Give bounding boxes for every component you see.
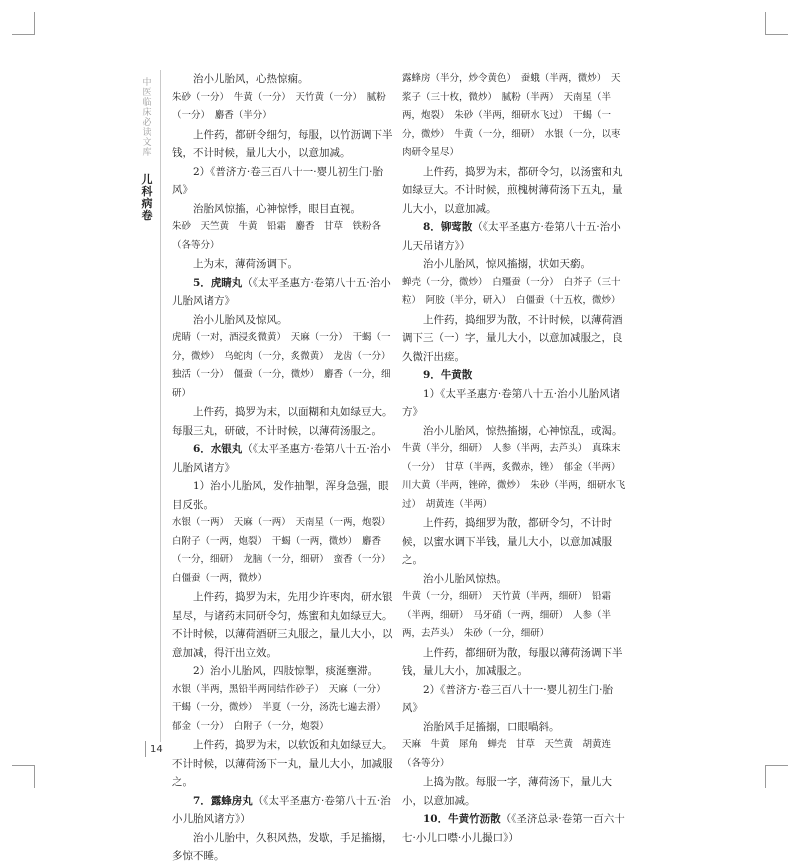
ingredient-list: 牛黄（半分，细研） 人参（半两，去芦头） 真珠末（一分） 甘草（半两，炙微赤，锉） 郁金（半两） 川大黄（半两，锉碎，微炒） 朱砂（半两，细研水飞过） 胡黄连（半两）: [402, 443, 626, 510]
paragraph: 治小儿胎风，惊风搐搦，状如天瘹。: [423, 258, 591, 270]
formula-number: 5．: [193, 276, 211, 289]
crop-mark-bottom-left: [12, 765, 35, 788]
paragraph: 上件药，捣罗为末，以面糊和丸如绿豆大。每服三丸，研破，不计时候，以薄荷汤服之。: [172, 406, 393, 437]
right-column: [402, 70, 626, 847]
formula-source: （《太平圣惠方·卷第八十五·治小儿胎风诸方》）: [172, 794, 391, 825]
formula-name: 虎睛丸: [210, 276, 243, 289]
ingredient-list: 蝉壳（一分，微炒） 白殭蚕（一分） 白芥子（三十粒） 阿胶（半分，研入） 白僵蚕（十五枚，微炒）: [402, 276, 621, 306]
crop-mark-bottom-right: [765, 765, 788, 788]
paragraph: 上件药，捣罗为末，先用少许枣肉，研水银星尽，与诸药末同研令匀，炼蜜和丸如绿豆大。不计时候，以薄荷酒研三丸服之，量儿大小，以意加减，得汗出立效。: [172, 591, 393, 659]
paragraph: 1）治小儿胎风，发作抽掣，浑身急强，眼目反张。: [172, 480, 389, 511]
ingredient-list: 虎睛（一对，酒浸炙微黄） 天麻（一分） 干蝎（一分，微炒） 乌蛇肉（一分，炙微黄） 龙齿（一分） 独活（一分） 僵蚕（一分，微炒） 麝香（一分，细研）: [172, 332, 396, 399]
paragraph: 2）《普济方·卷三百八十一·婴儿初生门·胎风》: [402, 683, 613, 714]
paragraph: 上件药，都研令细匀，每服，以竹沥调下半钱，不计时候，量儿大小，以意加减。: [172, 128, 393, 159]
paragraph: 治小儿胎风及惊风。: [193, 313, 288, 326]
paragraph: 2）治小儿胎风，四肢惊掣，痰涎壅滞。: [193, 665, 379, 677]
formula-number: 8．: [423, 221, 441, 233]
crop-mark-top-right: [765, 12, 788, 35]
paragraph: 治小儿胎风惊热。: [423, 572, 507, 585]
ingredient-list: 朱砂 天竺黄 牛黄 铅霜 麝香 甘草 铁粉各（各等分）: [172, 221, 382, 251]
series-title: 中医临床必读文库: [142, 78, 152, 158]
paragraph: 上件药，捣罗为末，以软饭和丸如绿豆大。不计时候，以薄荷汤下一丸，量儿大小，加减服之。: [172, 739, 393, 788]
formula-source: （《太平圣惠方·卷第八十五·治小儿胎风诸方》: [172, 443, 391, 474]
paragraph: 治小儿胎风，心热惊痫。: [193, 73, 309, 85]
formula-source: （《圣济总录·卷第一百六十七·小儿口噤·小儿撮口》）: [402, 813, 625, 844]
formula-number: 10．: [423, 813, 449, 825]
crop-mark-top-left: [12, 12, 35, 35]
paragraph: 上捣为散。每服一字，薄荷汤下，量儿大小，以意加减。: [402, 776, 612, 807]
left-column: [172, 70, 396, 866]
paragraph: 治胎风手足搐搦，口眼喎斜。: [423, 720, 560, 733]
formula-name: 牛黄竹沥散: [448, 813, 501, 825]
page-number: 14: [150, 744, 163, 755]
formula-heading: [402, 366, 626, 385]
formula-heading: [402, 218, 626, 255]
paragraph: 治小儿胎风，惊热搐搦，心神惊乱，或渴。: [423, 424, 623, 437]
formula-heading: [172, 440, 396, 477]
formula-number: 7．: [193, 794, 211, 807]
paragraph: 上件药，都细研为散，每服以薄荷汤调下半钱，量儿大小，加减服之。: [402, 646, 623, 677]
paragraph: 治胎风惊搐，心神惊悸，眼目直视。: [193, 202, 361, 215]
ingredient-list: 天麻 牛黄 犀角 蝉壳 甘草 天竺黄 胡黄连（各等分）: [402, 739, 612, 769]
ingredient-list: 朱砂（一分） 牛黄（一分） 天竹黄（一分） 腻粉（一分） 麝香（半分）: [172, 91, 386, 121]
ingredient-list: 水银（一两） 天麻（一两） 天南星（一两，炮裂） 白附子（一两，炮裂） 干蝎（一两，微炒） 麝香（一分，细研） 龙脑（一分，细研） 蛮香（一分） 白僵蚕（一两，微炒）: [172, 517, 396, 584]
paragraph: 上件药，捣罗为末，都研令匀，以汤蜜和丸如绿豆大。不计时候，煎槐树薄荷汤下五丸，量儿大小，以意加减。: [402, 165, 623, 215]
folio-rule: [145, 741, 146, 757]
paragraph: 上件药，捣细罗为散，都研令匀，不计时候，以蜜水调下半钱，量儿大小，以意加减服之。: [402, 517, 612, 566]
ingredient-list: 露蜂房（半分，炒令黄色） 蚕蛾（半两，微炒） 天浆子（三十枚，微炒） 腻粉（半两） 天南星（半两，炮裂） 朱砂（半两，细研水飞过） 干蝎（一分，微炒） 牛黄（一分，细研） 水银（一分，以枣肉研令星尽）: [402, 73, 621, 158]
paragraph: 2）《普济方·卷三百八十一·婴儿初生门·胎风》: [172, 165, 383, 196]
paragraph: 1）《太平圣惠方·卷第八十五·治小儿胎风诸方》: [402, 387, 621, 418]
volume-title: 儿科病卷: [141, 173, 153, 222]
formula-name: 水银丸: [210, 443, 243, 455]
formula-source: （《太平圣惠方·卷第八十五·治小儿胎风诸方》: [172, 276, 391, 307]
formula-heading: [402, 810, 626, 847]
ingredient-list: 牛黄（一分，细研） 天竹黄（半两，细研） 铅霜（半两，细研） 马牙硝（一两，细研） 人参（半两，去芦头） 朱砂（一分，细研）: [402, 591, 612, 639]
formula-number: 9．: [423, 369, 441, 381]
ingredient-list: 水银（半两，黑铅半两同结作砂子） 天麻（一分） 干蝎（一分，微炒） 半夏（一分，汤洗七遍去滑） 郁金（一分） 白附子（一分，炮裂）: [172, 683, 391, 732]
paragraph: 治小儿胎中，久积风热，发歇，手足搐搦，多惊不睡。: [172, 831, 393, 862]
formula-name: 铆莺散: [440, 221, 473, 233]
formula-name: 露蜂房丸: [210, 794, 253, 807]
formula-name: 牛黄散: [440, 369, 473, 381]
formula-number: 6．: [193, 443, 211, 455]
running-header: [140, 78, 154, 222]
header-rule: [160, 70, 161, 742]
paragraph: 上件药，捣细罗为散，不计时候，以薄荷酒调下三（一）字，量儿大小，以意加减服之，良久微汗出瘥。: [402, 313, 623, 363]
formula-heading: [172, 792, 396, 829]
formula-heading: [172, 274, 396, 311]
formula-source: （《太平圣惠方·卷第八十五·治小儿天吊诸方》）: [402, 221, 621, 252]
paragraph: 上为末，薄荷汤调下。: [193, 258, 298, 270]
